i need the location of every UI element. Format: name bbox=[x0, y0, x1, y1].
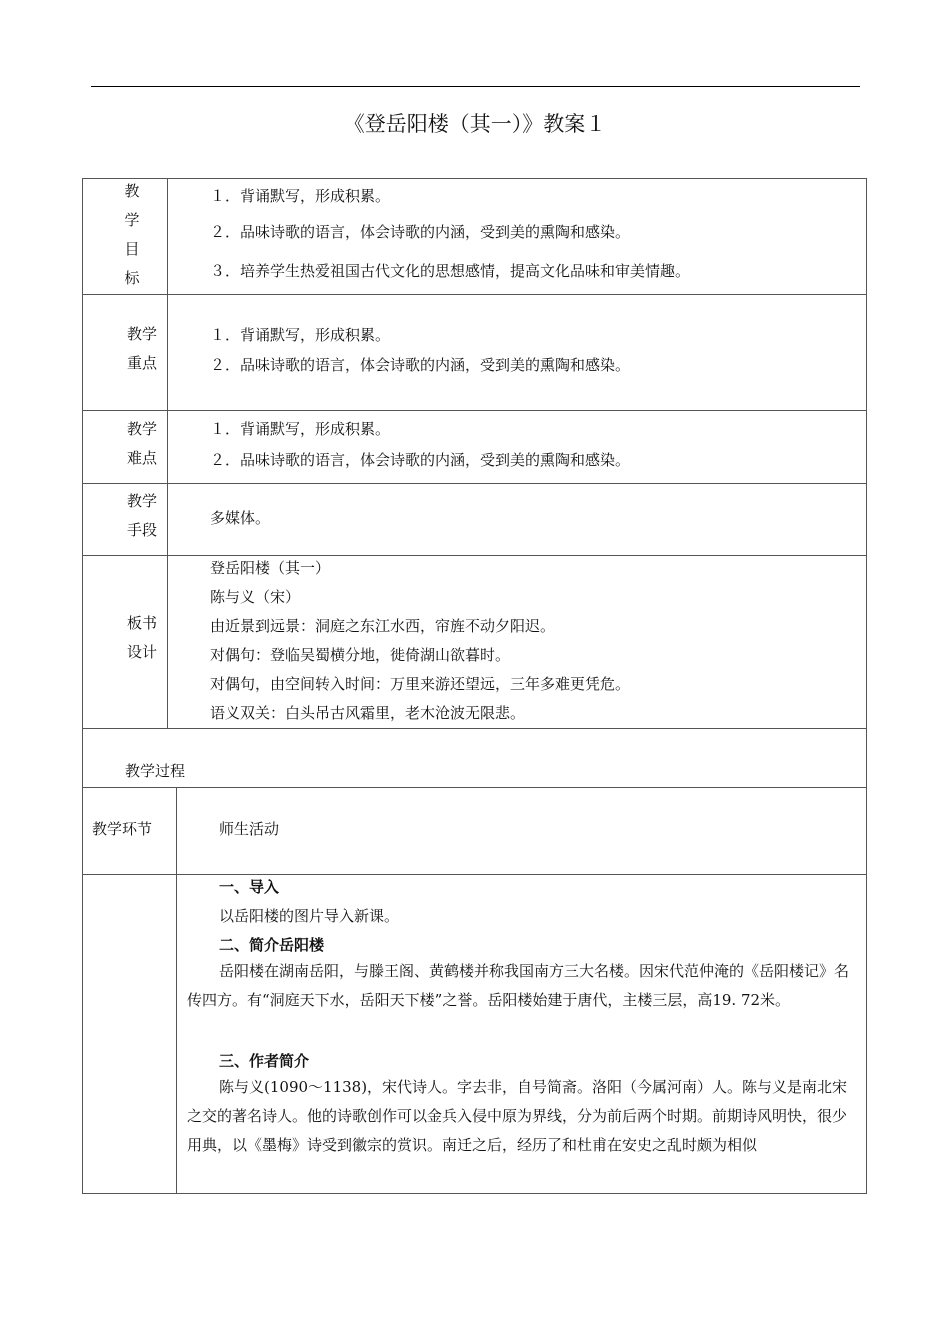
document-title: 《登岳阳楼（其一）》教案１ bbox=[343, 112, 607, 136]
board-line: 对偶句，由空间转入时间：万里来游还望远，三年多难更凭危。 bbox=[210, 675, 631, 693]
difficulty-item: ２．品味诗歌的语言，体会诗歌的内涵，受到美的熏陶和感染。 bbox=[210, 451, 631, 469]
process-heading-row bbox=[82, 728, 867, 788]
section-text: 以岳阳楼的图片导入新课。 bbox=[219, 907, 400, 925]
board-line: 语义双关：白头吊古风霜里，老木沧波无限悲。 bbox=[210, 704, 526, 722]
section-text: 陈与义(1090～1138)，宋代诗人。字去非，自号简斋。洛阳（今属河南）人。陈与义是南北宋之交的著名诗人。他的诗歌创作可以金兵入侵中原为界线，分为前后两个时期。前期诗风明快，很少用典，以《墨梅》诗受到徽宗的赏识。南迁之后，经历了和杜甫在安史之乱时颇为相似 bbox=[187, 1078, 848, 1154]
section-heading: 一、导入 bbox=[219, 878, 280, 896]
objective-item: １．背诵默写，形成积累。 bbox=[210, 187, 391, 205]
board-label: 板书 设计 bbox=[126, 614, 157, 661]
objectives-label: 教 学 目 标 bbox=[124, 182, 140, 287]
board-line: 陈与义（宋） bbox=[210, 588, 301, 606]
table-divider bbox=[176, 787, 177, 1194]
process-heading: 教学过程 bbox=[125, 762, 186, 780]
row-divider bbox=[82, 555, 867, 556]
section-heading: 三、作者简介 bbox=[219, 1052, 310, 1070]
board-line: 对偶句：登临吴蜀横分地，徙倚湖山欲暮时。 bbox=[210, 646, 511, 664]
column-header-activity: 师生活动 bbox=[219, 820, 280, 838]
row-divider bbox=[82, 410, 867, 411]
board-line: 登岳阳楼（其一） bbox=[210, 559, 331, 577]
objective-item: ３．培养学生热爱祖国古代文化的思想感情，提高文化品味和审美情趣。 bbox=[210, 262, 691, 280]
column-header-stage: 教学环节 bbox=[92, 820, 153, 838]
key-point-item: １．背诵默写，形成积累。 bbox=[210, 326, 391, 344]
section-heading: 二、简介岳阳楼 bbox=[219, 936, 325, 954]
row-divider bbox=[82, 483, 867, 484]
difficulties-label: 教学 难点 bbox=[126, 420, 157, 467]
means-text: 多媒体。 bbox=[210, 509, 271, 527]
means-label: 教学 手段 bbox=[126, 492, 157, 539]
key-points-label: 教学 重点 bbox=[126, 325, 157, 372]
row-divider bbox=[82, 294, 867, 295]
board-line: 由近景到远景：洞庭之东江水西，帘旌不动夕阳迟。 bbox=[210, 617, 556, 635]
objective-item: ２．品味诗歌的语言，体会诗歌的内涵，受到美的熏陶和感染。 bbox=[210, 223, 631, 241]
key-point-item: ２．品味诗歌的语言，体会诗歌的内涵，受到美的熏陶和感染。 bbox=[210, 356, 631, 374]
header-rule bbox=[91, 86, 860, 87]
difficulty-item: １．背诵默写，形成积累。 bbox=[210, 420, 391, 438]
section-text: 岳阳楼在湖南岳阳，与滕王阁、黄鹤楼并称我国南方三大名楼。因宋代范仲淹的《岳阳楼记》名传四方。有“洞庭天下水，岳阳天下楼”之誉。岳阳楼始建于唐代，主楼三层，高19. 72米。 bbox=[187, 962, 850, 1009]
row-divider bbox=[82, 874, 867, 875]
